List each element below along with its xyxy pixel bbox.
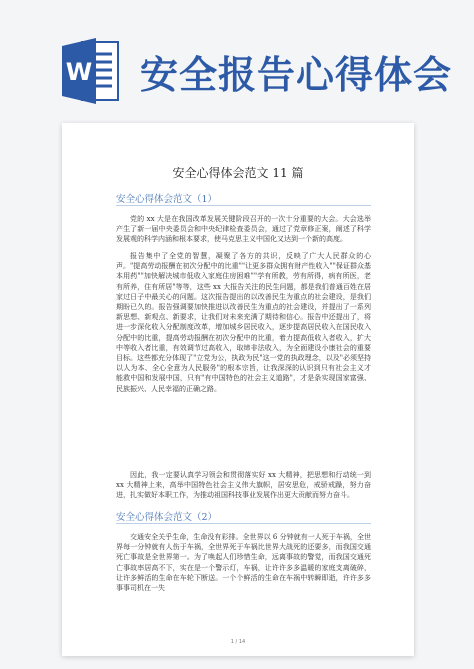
paragraph: 交通安全关乎生命，生命没有彩排。全世界以 6 分钟就有一人死于车祸，全世界每一分钟就有人伤于车祸，全世界死于车祸比世界大战死的还要多，而我国交通死亡事故是全世界第一。为了唤起人们珍惜生命，远离事故的警觉，而我国交通死亡事故率居高不下，实在是一个警示灯，车祸，让许许多多温暖的家庭支离破碎，让许多鲜活的生命在车轮下断送。一个个鲜活的生命在车祸中转瞬即逝，许许多多事事司机在一失 — [116, 533, 371, 593]
word-logo-letter: W — [65, 58, 93, 86]
word-document-icon — [62, 38, 120, 104]
paragraph: 因此，我一定要认真学习领会和贯彻落实好 xx 大精神，把思想和行动统一到 xx 大精神上来，高举中国特色社会主义伟大旗帜，居安思危，戒骄戒躁，努力奋进，扎实做好本职工作，为推动祖国科技事业发展作出更大贡献而努力奋斗。 — [116, 471, 371, 500]
paragraph: 报告集中了全党的智慧，凝聚了各方的共识，反映了广大人民群众的心声。"提高劳动报酬在初次分配中的比重""让更多群众拥有财产性收入""保证群众基本用药""加快解决城市低收入家庭住房困难""学有所教，劳有所得，病有所医，老有所养，住有所居"等等，这些 xx 大报告关注的民生问题，都是我们普通百姓在居家过日子中最关心的问题。这次报告提出的以改善民生为重点的社会建设，是我们期盼已久的。报告强调要加快推进以改善民生为重点的社会建设，并提出了一系列新思想、新观点、新要求，让我们对未来充满了期待和信心。报告中还提出了，将进一步深化收入分配制度改革，增加城乡居民收入，逐步提高居民收入在国民收入分配中的比重，提高劳动报酬在初次分配中的比重，着力提高低收入者收入，扩大中等收入者比重，有效调节过高收入，取缔非法收入，为全面建设小康社会的重要目标。这些都充分体现了"立党为公，执政为民"这一党的执政理念，以及"必须坚持以人为本、全心全意为人民服务"的根本宗旨，让我深深的认识到只有社会主义才能救中国和发展中国，只有"有中国特色的社会主义道路"，才是条实现国家富强、民族振兴、人民幸福的正确之路。 — [116, 252, 371, 393]
page-number: 1 / 14 — [230, 639, 246, 645]
section-divider — [116, 523, 371, 524]
section-heading-1: 安全心得体会范文（1） — [116, 194, 218, 205]
document-page — [62, 123, 414, 656]
section-heading-2: 安全心得体会范文（2） — [116, 512, 218, 523]
document-title: 安全心得体会范文 11 篇 — [172, 166, 304, 180]
header-banner — [0, 0, 474, 120]
section-divider — [116, 205, 371, 206]
banner-title: 安全报告心得体会 — [140, 53, 453, 97]
paragraph: 党的 xx 大是在我国改革发展关键阶段召开的一次十分重要的大会。大会选举产生了新一届中央委员会和中央纪律检查委员会，通过了党章修正案，阐述了科学发展观的科学内涵和根本要求，使马克思主义中国化又达到一个新的高度。 — [116, 215, 371, 244]
